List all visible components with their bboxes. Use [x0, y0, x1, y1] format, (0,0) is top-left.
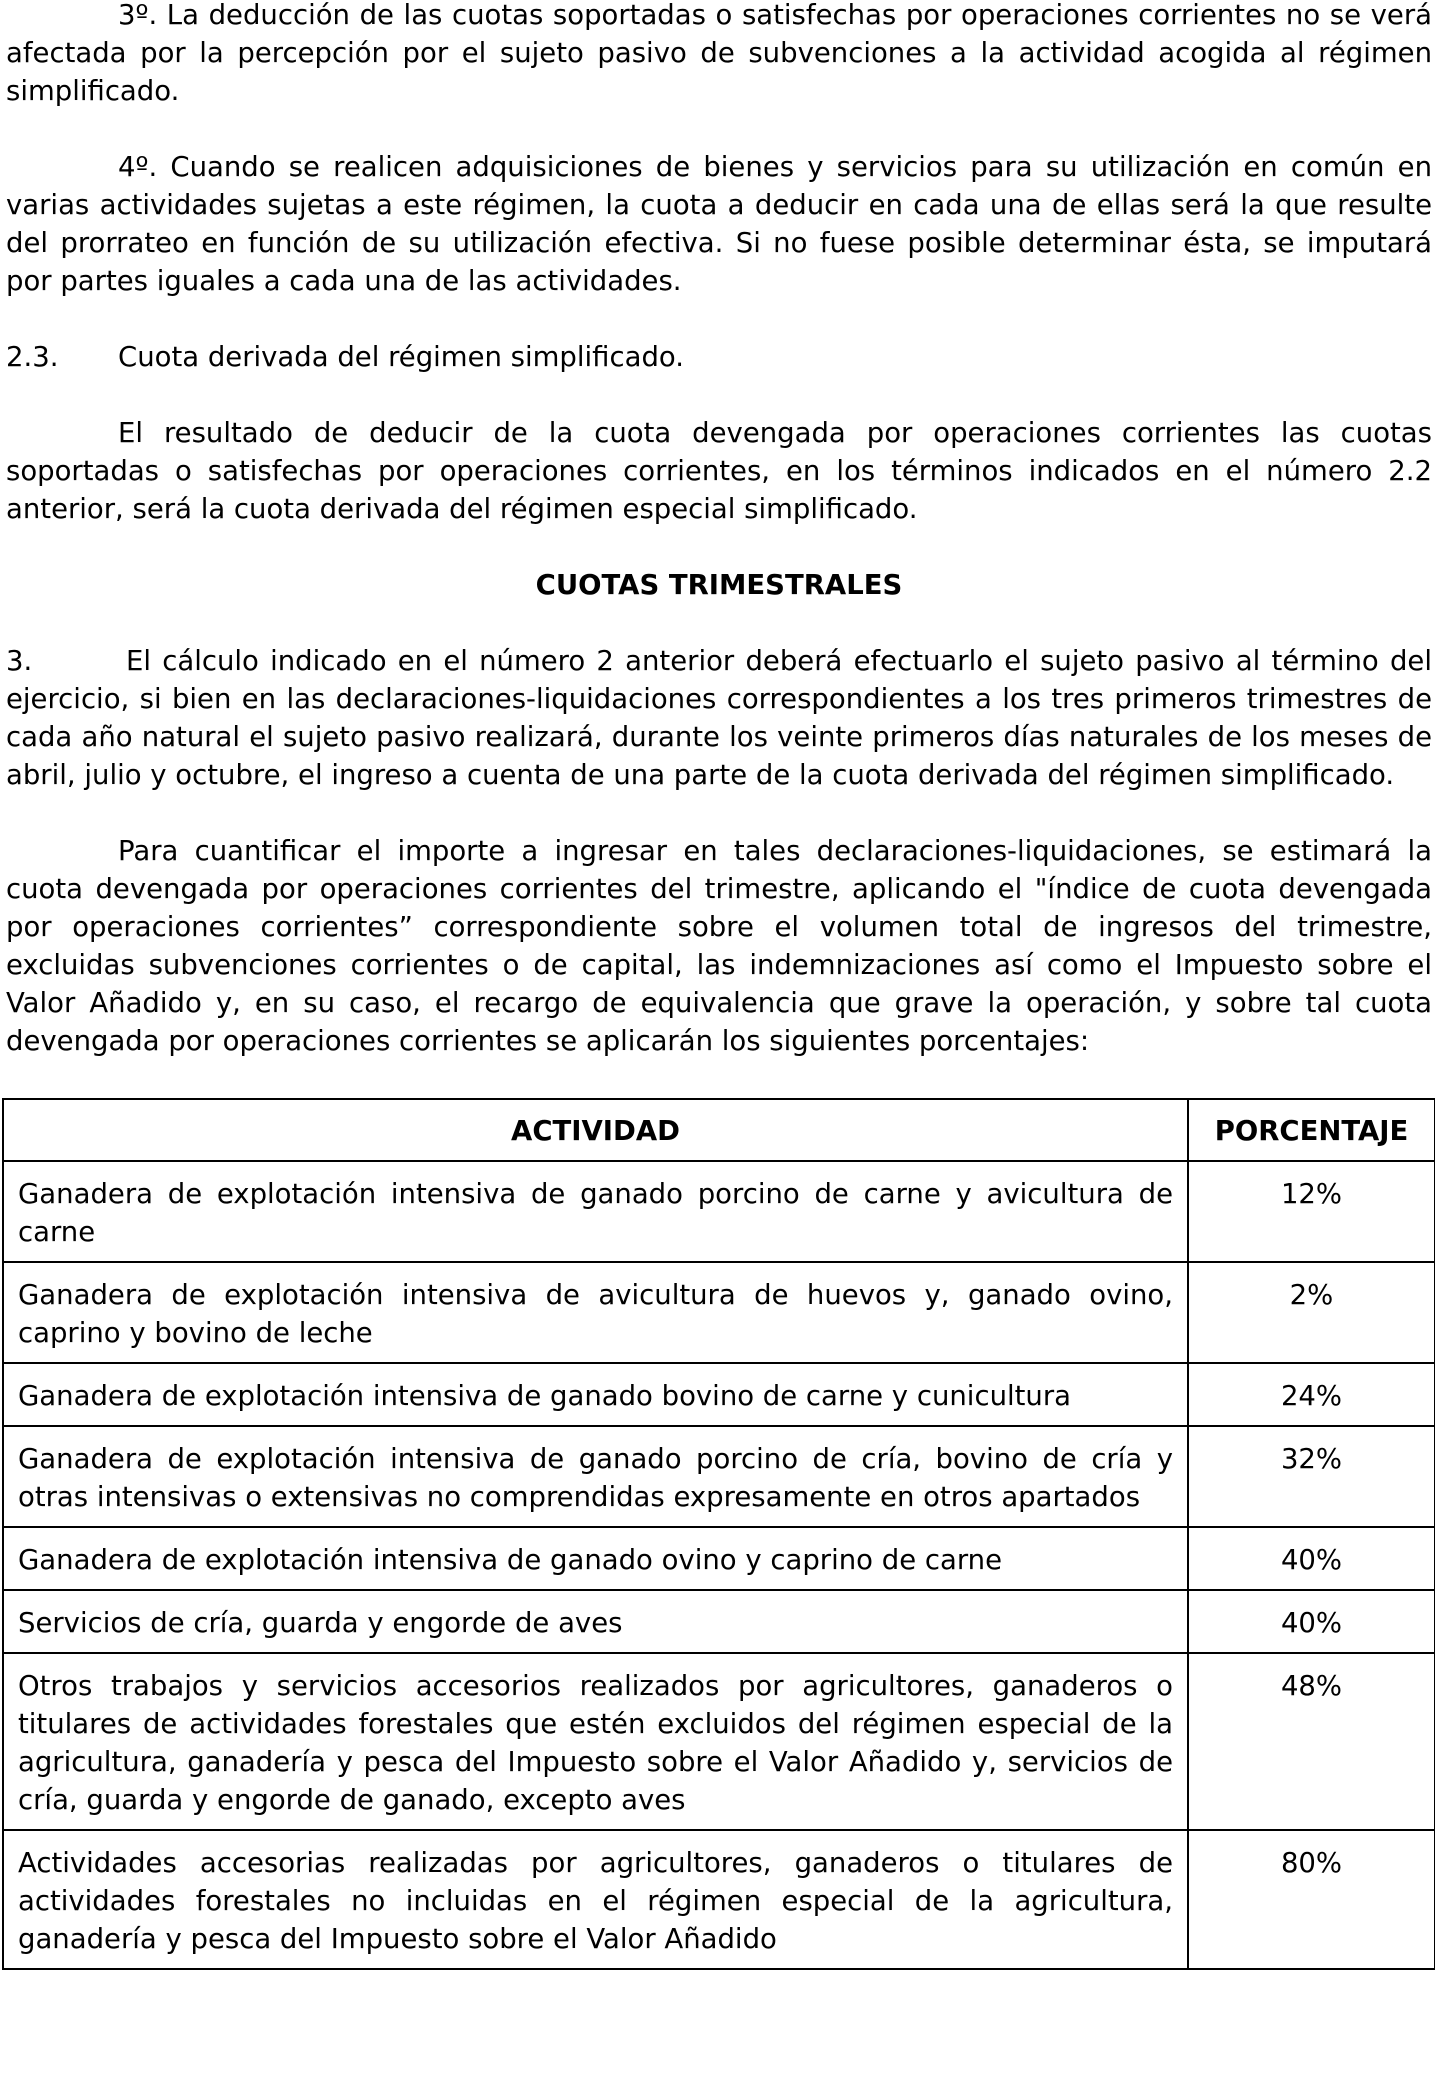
actividad-cell: Ganadera de explotación intensiva de ganado ovino y caprino de carne: [3, 1527, 1188, 1590]
actividad-cell: Ganadera de explotación intensiva de avicultura de huevos y, ganado ovino, caprino y bovino de leche: [3, 1262, 1188, 1363]
section-2-3-heading: [6, 338, 1432, 376]
section-number: 2.3.: [6, 341, 59, 373]
table-row: [3, 1262, 1435, 1363]
porcentaje-cell: 40%: [1188, 1590, 1435, 1653]
spacer: [6, 300, 1435, 338]
spacer: [6, 604, 1435, 642]
spacer: [6, 110, 1435, 148]
actividad-cell: Ganadera de explotación intensiva de ganado porcino de cría, bovino de cría y otras intensivas o extensivas no comprendidas expresamente en otros apartados: [3, 1426, 1188, 1527]
header-actividad: ACTIVIDAD: [3, 1099, 1188, 1161]
porcentaje-cell: 32%: [1188, 1426, 1435, 1527]
table-row: [3, 1830, 1435, 1969]
table-header-row: [3, 1099, 1435, 1161]
actividad-cell: Ganadera de explotación intensiva de ganado bovino de carne y cunicultura: [3, 1363, 1188, 1426]
porcentaje-cell: 40%: [1188, 1527, 1435, 1590]
section-title: Cuota derivada del régimen simplificado.: [118, 341, 685, 373]
porcentajes-table: [2, 1098, 1435, 1970]
heading-cuotas-trimestrales: CUOTAS TRIMESTRALES: [535, 569, 903, 601]
actividad-cell: Otros trabajos y servicios accesorios realizados por agricultores, ganaderos o titulares de actividades forestales que estén excluidos del régimen especial de la agricultura, ganadería y pesca del Impuesto sobre el Valor Añadido y, servicios de cría, guarda y engorde de ganado, excepto aves: [3, 1653, 1188, 1830]
section-number: 3.: [6, 645, 33, 677]
table-row: [3, 1426, 1435, 1527]
spacer: [6, 528, 1435, 566]
porcentaje-cell: 12%: [1188, 1161, 1435, 1262]
paragraph-para-cuantificar: Para cuantificar el importe a ingresar en tales declaraciones-liquidaciones, se estimará la cuota devengada por operaciones corrientes del trimestre, aplicando el "índice de cuota devengada por operaciones corrientes” correspondiente sobre el volumen total de ingresos del trimestre, excluidas subvenciones corrientes o de capital, las indemnizaciones así como el Impuesto sobre el Valor Añadido y, en su caso, el recargo de equivalencia que grave la operación, y sobre tal cuota devengada por operaciones corrientes se aplicarán los siguientes porcentajes:: [6, 835, 1432, 1057]
table-row: [3, 1527, 1435, 1590]
porcentaje-cell: 2%: [1188, 1262, 1435, 1363]
table-row: [3, 1653, 1435, 1830]
section-3-body: El cálculo indicado en el número 2 anterior deberá efectuarlo el sujeto pasivo al término del ejercicio, si bien en las declaraciones-liquidaciones correspondientes a los tres primeros trimestres de cada año natural el sujeto pasivo realizará, durante los veinte primeros días naturales de los meses de abril, julio y octubre, el ingreso a cuenta de una parte de la cuota derivada del régimen simplificado.: [6, 645, 1432, 791]
porcentaje-cell: 48%: [1188, 1653, 1435, 1830]
header-porcentaje: PORCENTAJE: [1188, 1099, 1435, 1161]
actividad-cell: Ganadera de explotación intensiva de ganado porcino de carne y avicultura de carne: [3, 1161, 1188, 1262]
table-row: [3, 1363, 1435, 1426]
paragraph-4: 4º. Cuando se realicen adquisiciones de bienes y servicios para su utilización en común en varias actividades sujetas a este régimen, la cuota a deducir en cada una de ellas será la que resulte del prorrateo en función de su utilización efectiva. Si no fuese posible determinar ésta, se imputará por partes iguales a cada una de las actividades.: [6, 151, 1432, 297]
actividad-cell: Servicios de cría, guarda y engorde de aves: [3, 1590, 1188, 1653]
table-row: [3, 1590, 1435, 1653]
table-row: [3, 1161, 1435, 1262]
spacer: [6, 376, 1435, 414]
section-2-3-body: El resultado de deducir de la cuota devengada por operaciones corrientes las cuotas soportadas o satisfechas por operaciones corrientes, en los términos indicados en el número 2.2 anterior, será la cuota derivada del régimen especial simplificado.: [6, 417, 1432, 525]
paragraph-3: 3º. La deducción de las cuotas soportadas o satisfechas por operaciones corrientes no se verá afectada por la percepción por el sujeto pasivo de subvenciones a la actividad acogida al régimen simplificado.: [6, 0, 1432, 107]
porcentaje-cell: 24%: [1188, 1363, 1435, 1426]
section-3-paragraph: [6, 642, 1432, 794]
spacer: [6, 794, 1435, 832]
porcentaje-cell: 80%: [1188, 1830, 1435, 1969]
actividad-cell: Actividades accesorias realizadas por agricultores, ganaderos o titulares de actividades forestales no incluidas en el régimen especial de la agricultura, ganadería y pesca del Impuesto sobre el Valor Añadido: [3, 1830, 1188, 1969]
